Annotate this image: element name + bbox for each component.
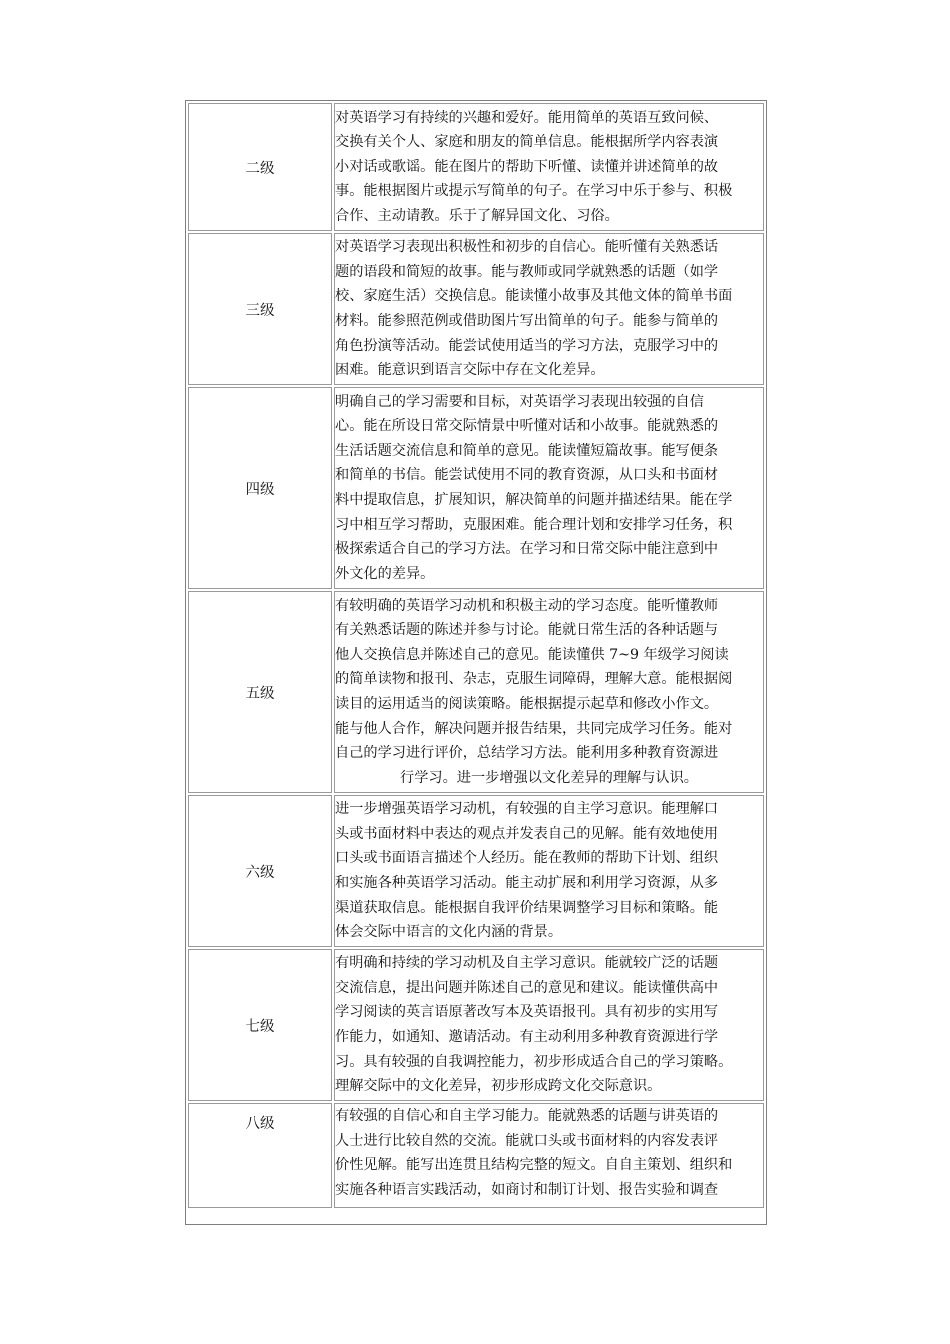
- description-line: 对英语学习表现出积极性和初步的自信心。能听懂有关熟悉话: [335, 239, 719, 256]
- description-line: 进一步增强英语学习动机，有较强的自主学习意识。能理解口: [335, 801, 719, 818]
- level-cell: 八级: [188, 1103, 332, 1208]
- description-line: 实施各种语言实践活动，如商讨和制订计划、报告实验和调查: [335, 1181, 719, 1198]
- description-line: 和简单的书信。能尝试使用不同的教育资源，从口头和书面材: [335, 467, 719, 484]
- description-line: 作能力，如通知、邀请活动。有主动利用多种教育资源进行学: [335, 1029, 719, 1045]
- description-line: 有较明确的英语学习动机和积极主动的学习态度。能听懂教师: [335, 597, 719, 614]
- description-line: 有关熟悉话题的陈述并参与讨论。能就日常生活的各种话题与: [335, 622, 719, 639]
- description-line: 口头或书面语言描述个人经历。能在教师的帮助下计划、组织: [335, 850, 719, 867]
- description-line: 他人交换信息并陈述自己的意见。能读懂供 7~9 年级学习阅读: [335, 646, 729, 663]
- description-line: 自己的学习进行评价，总结学习方法。能利用多种教育资源进: [335, 745, 719, 762]
- description-line: 渠道获取信息。能根据自我评价结果调整学习目标和策略。能: [335, 899, 719, 916]
- description-line: 理解交际中的文化差异，初步形成跨文化交际意识。: [335, 1078, 662, 1095]
- table-row: [188, 591, 764, 793]
- description-cell: [334, 387, 764, 589]
- description-cell: [334, 233, 764, 385]
- description-line: 外文化的差异。: [335, 565, 435, 582]
- description-line: 明确自己的学习需要和目标，对英语学习表现出较强的自信: [335, 393, 704, 410]
- description-line: 习中相互学习帮助，克服困难。能合理计划和安排学习任务，积: [335, 516, 733, 533]
- description-line: 对英语学习有持续的兴趣和爱好。能用简单的英语互致问候、: [335, 109, 719, 126]
- description-line: 材料。能参照范例或借助图片写出简单的句子。能参与简单的: [335, 313, 719, 329]
- description-line: 小对话或歌谣。能在图片的帮助下听懂、读懂并讲述简单的故: [335, 158, 719, 175]
- description-line: 习。具有较强的自我调控能力，初步形成适合自己的学习策略。: [335, 1053, 733, 1070]
- level-cell: 七级: [188, 949, 332, 1101]
- description-line: 角色扮演等活动。能尝试使用适当的学习方法，克服学习中的: [335, 337, 719, 354]
- description-line: 和实施各种英语学习活动。能主动扩展和利用学习资源，从多: [335, 875, 719, 891]
- description-line: 的简单读物和报刊、杂志，克服生词障碍，理解大意。能根据阅: [335, 671, 733, 688]
- description-cell: [334, 795, 764, 947]
- description-line: 行学习。进一步增强以文化差异的理解与认识。: [400, 769, 698, 786]
- level-table-frame: [185, 100, 767, 1225]
- level-cell: 五级: [188, 591, 332, 793]
- description-cell: [334, 949, 764, 1101]
- description-line: 事。能根据图片或提示写简单的句子。在学习中乐于参与、积极: [335, 183, 733, 200]
- level-cell: 六级: [188, 795, 332, 947]
- description-cell: [334, 1103, 764, 1208]
- description-line: 题的语段和简短的故事。能与教师或同学就熟悉的话题（如学: [335, 263, 719, 280]
- description-line: 人士进行比较自然的交流。能就口头或书面材料的内容发表评: [335, 1132, 719, 1149]
- description-line: 价性见解。能写出连贯且结构完整的短文。自自主策划、组织和: [335, 1157, 733, 1174]
- table-row: [188, 387, 764, 589]
- description-cell: [334, 591, 764, 793]
- description-line: 困难。能意识到语言交际中存在文化差异。: [335, 362, 605, 379]
- level-cell: 四级: [188, 387, 332, 589]
- table-row: [188, 233, 764, 385]
- description-line: 生活话题交流信息和简单的意见。能读懂短篇故事。能写便条: [335, 442, 719, 459]
- table-row: [188, 103, 764, 231]
- description-line: 极探索适合自己的学习方法。在学习和日常交际中能注意到中: [335, 541, 719, 558]
- description-line: 交换有关个人、家庭和朋友的简单信息。能根据所学内容表演: [335, 134, 719, 151]
- description-line: 有较强的自信心和自主学习能力。能就熟悉的话题与讲英语的: [335, 1108, 719, 1124]
- level-cell: 三级: [188, 233, 332, 385]
- level-cell: 二级: [188, 103, 332, 231]
- table-row: [188, 795, 764, 947]
- level-table: [186, 101, 766, 1210]
- description-line: 校、家庭生活）交换信息。能读懂小故事及其他文体的简单书面: [335, 288, 733, 305]
- description-line: 能与他人合作，解决问题并报告结果，共同完成学习任务。能对: [335, 720, 733, 737]
- level-table-body: [188, 103, 764, 1208]
- description-line: 合作、主动请教。乐于了解异国文化、习俗。: [335, 207, 619, 224]
- description-line: 头或书面材料中表达的观点并发表自己的见解。能有效地使用: [335, 825, 719, 842]
- description-line: 有明确和持续的学习动机及自主学习意识。能就较广泛的话题: [335, 955, 719, 972]
- description-line: 交流信息，提出问题并陈述自己的意见和建议。能读懂供高中: [335, 979, 719, 996]
- description-line: 心。能在所设日常交际情景中听懂对话和小故事。能就熟悉的: [335, 418, 719, 435]
- description-line: 体会交际中语言的文化内涵的背景。: [335, 924, 563, 941]
- description-line: 学习阅读的英言语原著改写本及英语报刊。具有初步的实用写: [335, 1004, 719, 1021]
- table-row: [188, 949, 764, 1101]
- description-cell: [334, 103, 764, 231]
- table-row: [188, 1103, 764, 1208]
- description-line: 读目的运用适当的阅读策略。能根据提示起草和修改小作文。: [335, 696, 719, 712]
- description-line: 料中提取信息，扩展知识，解决简单的问题并描述结果。能在学: [335, 492, 733, 508]
